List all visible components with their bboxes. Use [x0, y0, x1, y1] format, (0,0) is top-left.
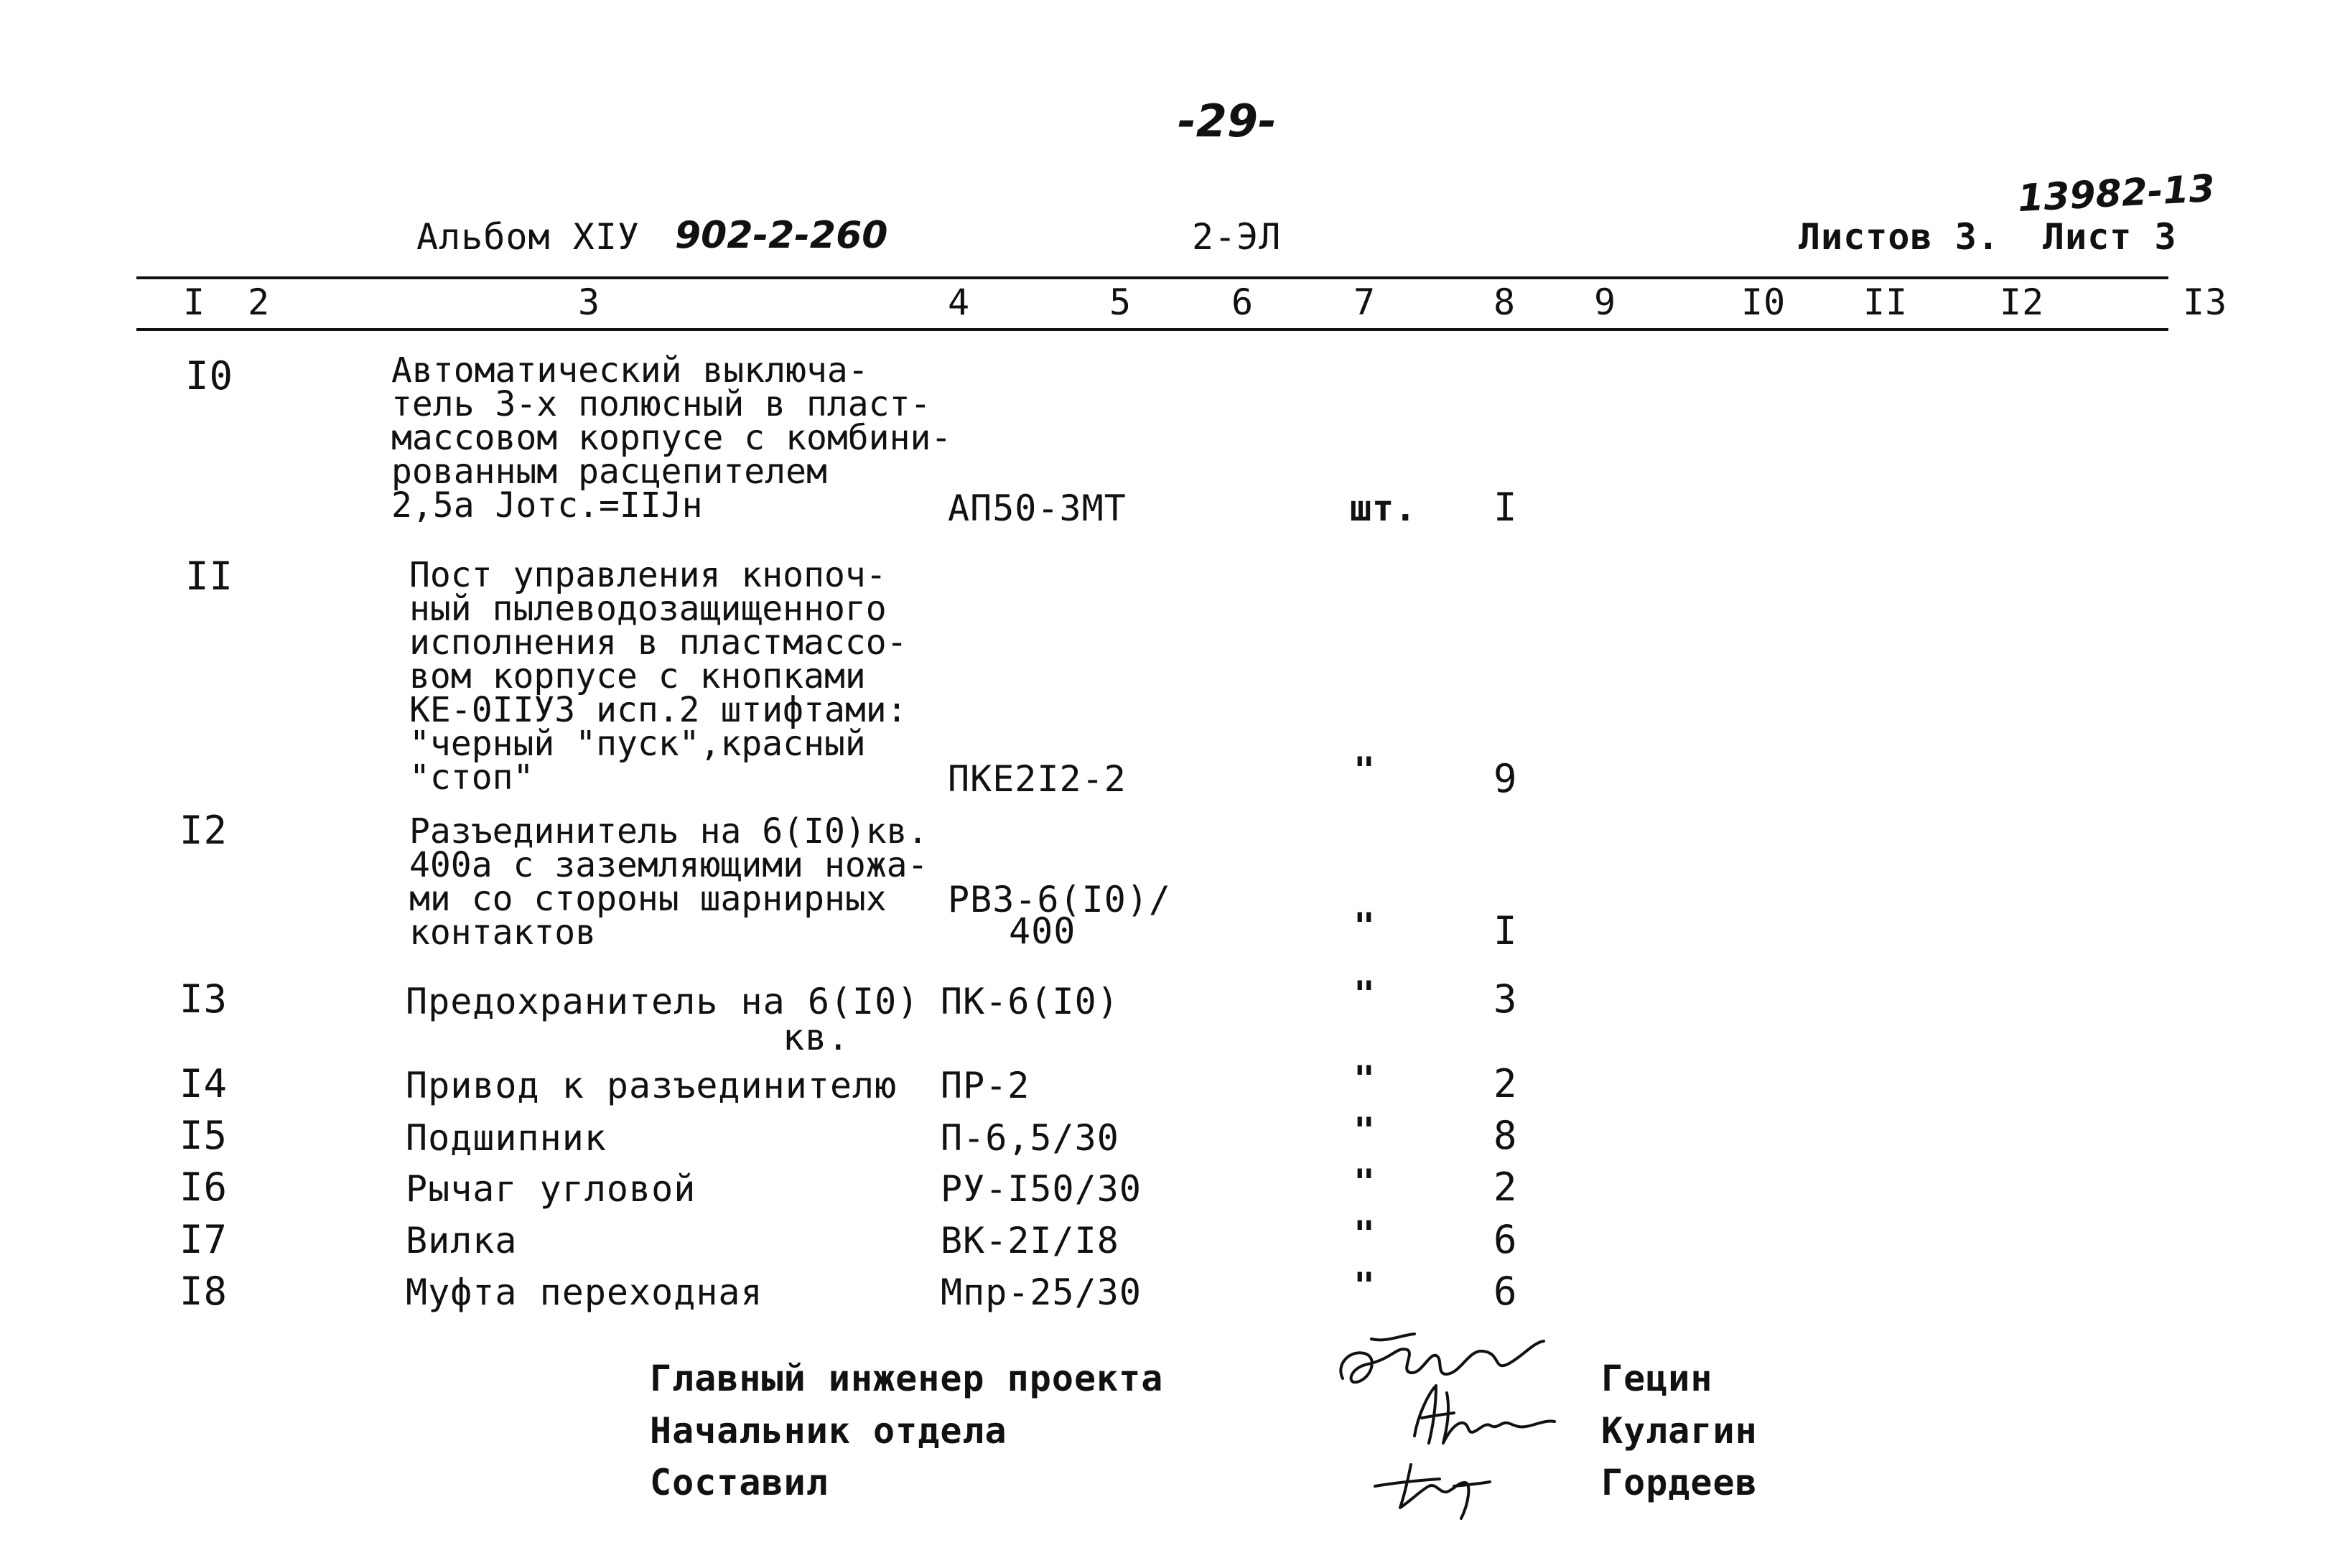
row-quantity: I	[1493, 908, 1518, 953]
row-position: I7	[180, 1217, 228, 1262]
row-unit: "	[1353, 905, 1376, 947]
desc-line: "черный "пуск",красный	[409, 724, 866, 764]
desc-line: контактов	[409, 913, 597, 953]
row-type: РУ-I50/30	[941, 1168, 1142, 1210]
signature-name: Гордеев	[1601, 1462, 1758, 1503]
row-quantity: 6	[1493, 1269, 1518, 1314]
signature-role: Начальник отдела	[650, 1410, 1007, 1452]
col-header: 7	[1353, 281, 1376, 323]
row-description: Вилка	[406, 1220, 518, 1261]
row-unit: "	[1353, 1110, 1376, 1152]
desc-line: исполнения в пластмассо-	[409, 622, 908, 663]
desc-line: 2,5а Jотс.=IIJн	[391, 485, 703, 526]
row-description	[391, 350, 952, 526]
row-type: 400	[1009, 910, 1076, 952]
col-header: I3	[2183, 281, 2228, 323]
row-quantity: 8	[1493, 1113, 1518, 1158]
handwritten-signature-2	[1404, 1378, 1562, 1457]
col-header: 3	[578, 281, 601, 323]
row-position: I6	[180, 1165, 228, 1210]
row-quantity: 2	[1493, 1061, 1518, 1106]
desc-line: КЕ-0IIУ3 исп.2 штифтами:	[409, 690, 908, 730]
signature-role: Составил	[650, 1462, 829, 1503]
row-position: I8	[180, 1269, 228, 1314]
page-number: -29-	[1178, 95, 1277, 147]
row-type: АП50-3МТ	[948, 487, 1127, 529]
col-header: 2	[248, 281, 271, 323]
section-code: 2-ЭЛ	[1192, 216, 1282, 258]
row-description	[409, 811, 928, 953]
row-unit: "	[1353, 1265, 1376, 1307]
row-type: П-6,5/30	[941, 1117, 1119, 1159]
sheets-total: Листов 3.	[1799, 216, 2000, 258]
desc-line: ный пылеводозащищенного	[409, 589, 887, 629]
handwritten-signature-3	[1368, 1450, 1497, 1522]
row-description: Предохранитель на 6(I0)	[406, 981, 920, 1022]
col-header: 5	[1109, 281, 1132, 323]
row-position: I4	[180, 1061, 228, 1106]
table-top-rule	[136, 276, 2168, 279]
row-type: ПР-2	[941, 1065, 1030, 1106]
row-unit: "	[1353, 1162, 1376, 1203]
album-label: Альбом XIУ	[416, 216, 640, 258]
row-quantity: 3	[1493, 976, 1518, 1022]
col-header: 8	[1493, 281, 1516, 323]
sheet-number: Лист 3	[2043, 216, 2177, 258]
row-type: ВК-2I/I8	[941, 1220, 1119, 1261]
signature-name: Гецин	[1601, 1358, 1713, 1399]
col-header: II	[1863, 281, 1908, 323]
desc-line: "стоп"	[409, 757, 534, 798]
row-unit: "	[1353, 750, 1376, 791]
row-description: Муфта переходная	[406, 1271, 763, 1313]
col-header: I2	[2000, 281, 2045, 323]
row-position: I2	[180, 808, 228, 853]
row-type: Мпр-25/30	[941, 1271, 1142, 1313]
row-unit: "	[1353, 1058, 1376, 1100]
table-header-rule	[136, 328, 2168, 331]
row-position: I0	[185, 353, 234, 398]
desc-line: Автоматический выключа-	[391, 350, 869, 391]
desc-line: рованным расцепителем	[391, 452, 827, 492]
desc-line: Пост управления кнопоч-	[409, 555, 887, 595]
row-quantity: 9	[1493, 756, 1518, 801]
row-type: ПК-6(I0)	[941, 981, 1119, 1022]
col-header: I	[183, 281, 206, 323]
row-type: РВЗ-6(I0)/	[948, 879, 1172, 920]
row-type: ПКЕ2I2-2	[948, 758, 1127, 800]
row-position: II	[185, 554, 234, 599]
col-header: I0	[1741, 281, 1786, 323]
row-position: I5	[180, 1113, 228, 1158]
album-code: 902-2-260	[675, 214, 888, 257]
row-description	[409, 555, 908, 798]
row-quantity: 2	[1493, 1165, 1518, 1210]
desc-line: массовом корпусе с комбини-	[391, 418, 952, 458]
row-unit: шт.	[1350, 487, 1417, 529]
row-quantity: 6	[1493, 1217, 1518, 1262]
col-header: 6	[1231, 281, 1254, 323]
row-description-unit: кв.	[783, 1017, 850, 1058]
desc-line: тель 3-х полюсный в пласт-	[391, 384, 931, 424]
row-unit: "	[1353, 974, 1376, 1015]
row-quantity: I	[1493, 485, 1518, 530]
row-description: Рычаг угловой	[406, 1168, 696, 1210]
row-position: I3	[180, 976, 228, 1022]
desc-line: 400а с заземляющими ножа-	[409, 845, 928, 885]
col-header: 4	[948, 281, 971, 323]
desc-line: ми со стороны шарнирных	[409, 879, 887, 919]
col-header: 9	[1594, 281, 1617, 323]
desc-line: Разъединитель на 6(I0)кв.	[409, 811, 928, 851]
signature-role: Главный инженер проекта	[650, 1358, 1164, 1399]
row-description: Подшипник	[406, 1117, 607, 1159]
desc-line: вом корпусе с кнопками	[409, 656, 866, 696]
row-unit: "	[1353, 1213, 1376, 1255]
doc-code: 13982-13	[2016, 167, 2217, 221]
row-description: Привод к разъединителю	[406, 1065, 898, 1106]
signature-name: Кулагин	[1601, 1410, 1758, 1452]
